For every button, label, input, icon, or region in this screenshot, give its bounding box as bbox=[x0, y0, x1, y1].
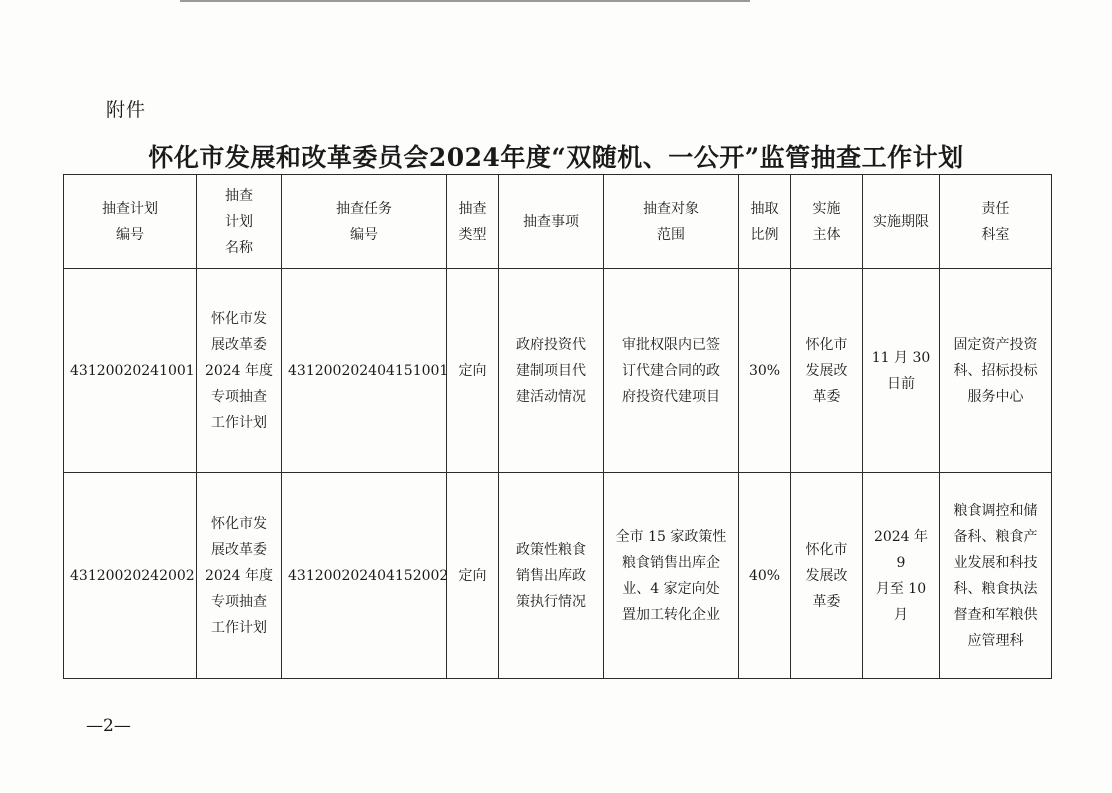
cell-check-type: 定向 bbox=[447, 269, 499, 473]
cell-deadline: 11 月 30 日前 bbox=[863, 269, 940, 473]
header-deadline: 实施期限 bbox=[863, 175, 940, 269]
cell-department: 固定资产投资 科、招标投标 服务中心 bbox=[940, 269, 1052, 473]
header-department: 责任 科室 bbox=[940, 175, 1052, 269]
page-number: —2— bbox=[86, 716, 131, 736]
header-implementer: 实施 主体 bbox=[791, 175, 863, 269]
cell-department: 粮食调控和储 备科、粮食产 业发展和科技 科、粮食执法 督查和军粮供 应管理科 bbox=[940, 473, 1052, 679]
inspection-plan-table bbox=[63, 174, 1052, 679]
cell-plan-name: 怀化市发 展改革委 2024 年度 专项抽查 工作计划 bbox=[197, 473, 282, 679]
cell-deadline: 2024 年 9 月至 10 月 bbox=[863, 473, 940, 679]
header-ratio: 抽取 比例 bbox=[739, 175, 791, 269]
header-check-scope: 抽查对象 范围 bbox=[604, 175, 739, 269]
cell-ratio: 40% bbox=[739, 473, 791, 679]
cell-implementer: 怀化市 发展改 革委 bbox=[791, 269, 863, 473]
cell-ratio: 30% bbox=[739, 269, 791, 473]
cell-plan-name: 怀化市发 展改革委 2024 年度 专项抽查 工作计划 bbox=[197, 269, 282, 473]
header-check-type: 抽查 类型 bbox=[447, 175, 499, 269]
table-header-row bbox=[64, 175, 1052, 269]
header-plan-name: 抽查 计划 名称 bbox=[197, 175, 282, 269]
cell-check-item: 政府投资代 建制项目代 建活动情况 bbox=[499, 269, 604, 473]
cell-plan-code: 43120020242002 bbox=[64, 473, 197, 679]
cell-implementer: 怀化市 发展改 革委 bbox=[791, 473, 863, 679]
document-title: 怀化市发展和改革委员会2024年度“双随机、一公开”监管抽查工作计划 bbox=[148, 143, 964, 172]
header-plan-code: 抽查计划 编号 bbox=[64, 175, 197, 269]
cell-task-code: 431200202404152002 bbox=[282, 473, 447, 679]
cell-task-code: 431200202404151001 bbox=[282, 269, 447, 473]
cell-check-item: 政策性粮食 销售出库政 策执行情况 bbox=[499, 473, 604, 679]
cell-check-type: 定向 bbox=[447, 473, 499, 679]
cell-check-scope: 全市 15 家政策性 粮食销售出库企 业、4 家定向处 置加工转化企业 bbox=[604, 473, 739, 679]
table-row bbox=[64, 473, 1052, 679]
attachment-label: 附件 bbox=[106, 99, 147, 121]
table-row bbox=[64, 269, 1052, 473]
cell-check-scope: 审批权限内已签 订代建合同的政 府投资代建项目 bbox=[604, 269, 739, 473]
header-task-code: 抽查任务 编号 bbox=[282, 175, 447, 269]
scan-edge-line bbox=[180, 0, 750, 2]
header-check-item: 抽查事项 bbox=[499, 175, 604, 269]
cell-plan-code: 43120020241001 bbox=[64, 269, 197, 473]
